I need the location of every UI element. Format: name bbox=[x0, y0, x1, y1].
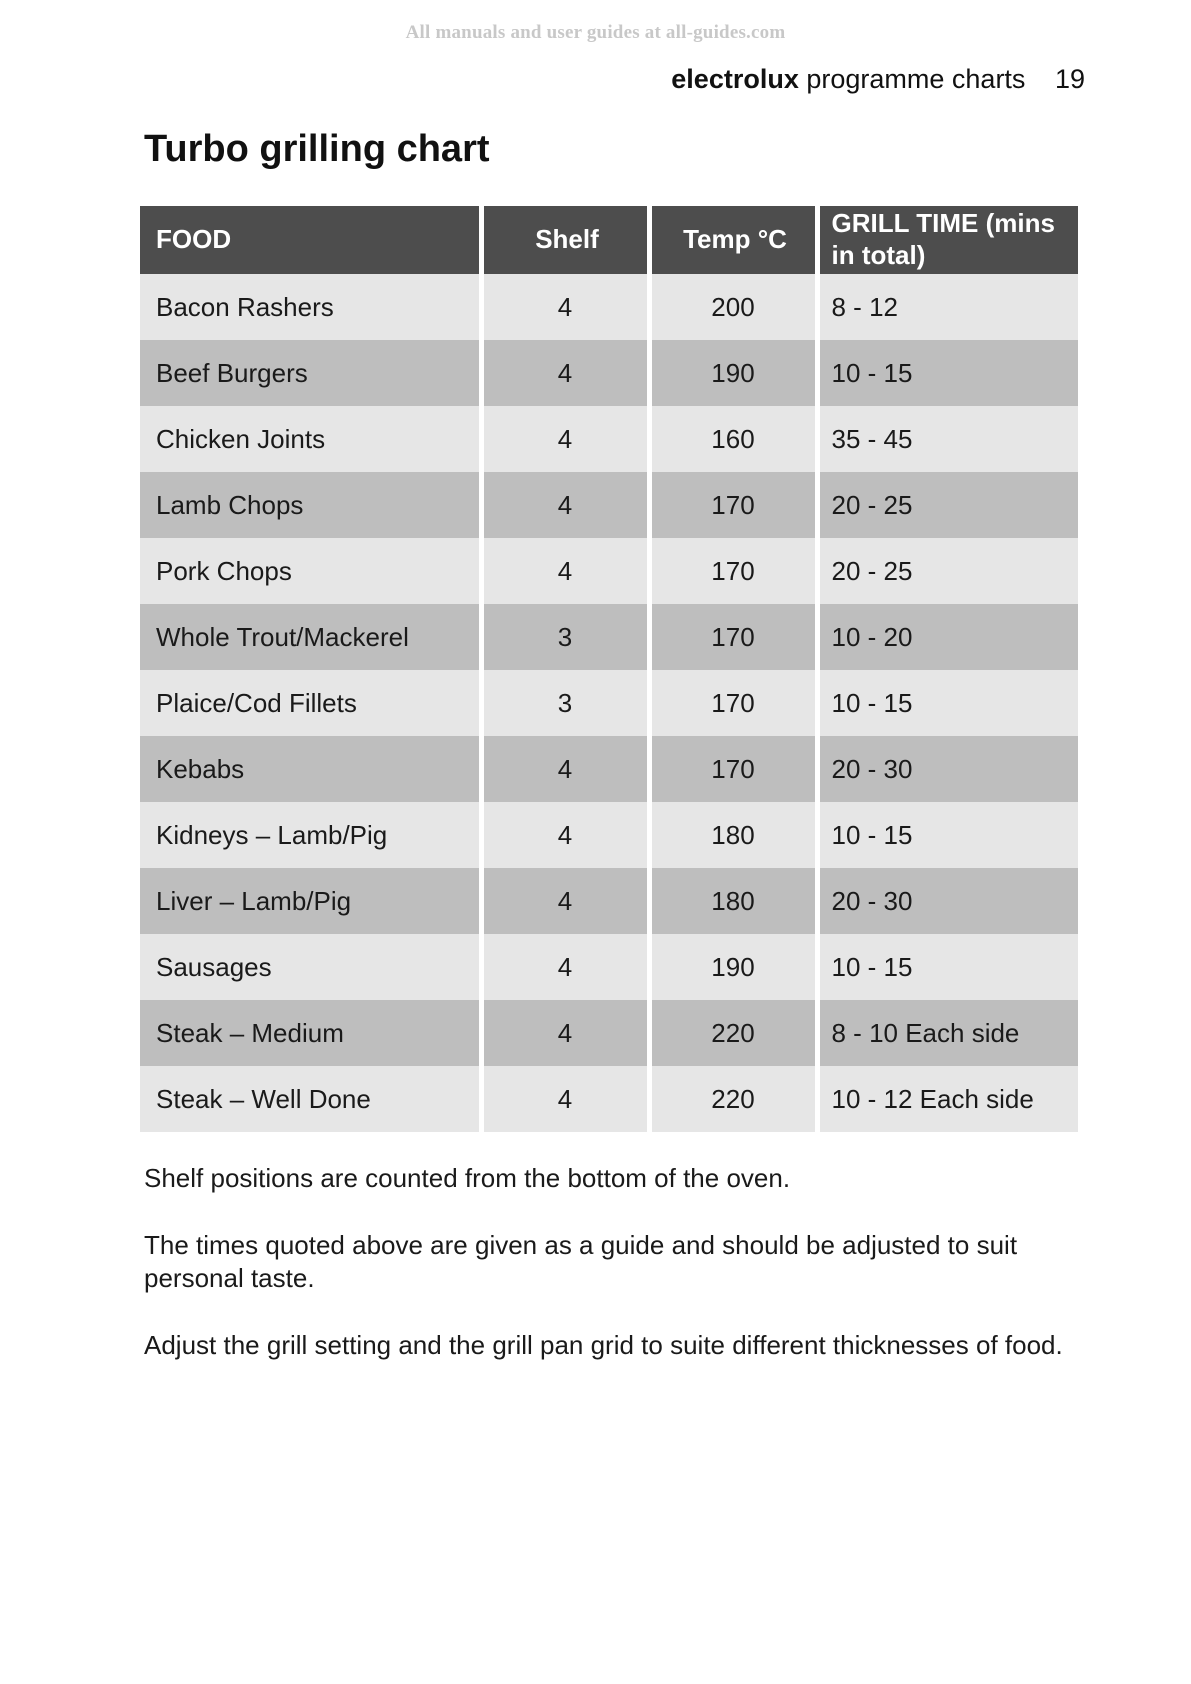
table-row bbox=[140, 406, 1078, 472]
grill-time-cell: 8 - 10 Each side bbox=[817, 1000, 1078, 1066]
temp-cell: 190 bbox=[649, 934, 817, 1000]
shelf-cell: 4 bbox=[481, 1000, 649, 1066]
temp-cell: 220 bbox=[649, 1000, 817, 1066]
temp-cell: 170 bbox=[649, 670, 817, 736]
food-cell: Chicken Joints bbox=[140, 406, 481, 472]
table-row bbox=[140, 472, 1078, 538]
table-row bbox=[140, 1066, 1078, 1132]
grill-time-cell: 10 - 15 bbox=[817, 802, 1078, 868]
food-cell: Bacon Rashers bbox=[140, 274, 481, 340]
grill-time-cell: 20 - 30 bbox=[817, 736, 1078, 802]
shelf-cell: 4 bbox=[481, 934, 649, 1000]
column-header-temp: Temp °C bbox=[649, 206, 817, 274]
table-row bbox=[140, 802, 1078, 868]
grill-time-cell: 20 - 30 bbox=[817, 868, 1078, 934]
table-row bbox=[140, 1000, 1078, 1066]
grill-time-cell: 10 - 15 bbox=[817, 670, 1078, 736]
grill-time-cell: 10 - 20 bbox=[817, 604, 1078, 670]
temp-cell: 170 bbox=[649, 736, 817, 802]
grill-time-cell: 10 - 12 Each side bbox=[817, 1066, 1078, 1132]
brand-name: electrolux bbox=[671, 64, 799, 94]
temp-cell: 170 bbox=[649, 538, 817, 604]
food-cell: Steak – Well Done bbox=[140, 1066, 481, 1132]
page-header bbox=[671, 64, 1085, 95]
shelf-cell: 4 bbox=[481, 472, 649, 538]
note-adjust-grill: Adjust the grill setting and the grill pan grid to suite different thicknesses of food. bbox=[144, 1330, 1063, 1360]
shelf-cell: 4 bbox=[481, 538, 649, 604]
table-row bbox=[140, 868, 1078, 934]
shelf-cell: 4 bbox=[481, 340, 649, 406]
table-row bbox=[140, 538, 1078, 604]
shelf-cell: 4 bbox=[481, 736, 649, 802]
temp-cell: 180 bbox=[649, 802, 817, 868]
food-cell: Pork Chops bbox=[140, 538, 481, 604]
food-cell: Steak – Medium bbox=[140, 1000, 481, 1066]
food-cell: Lamb Chops bbox=[140, 472, 481, 538]
food-cell: Kidneys – Lamb/Pig bbox=[140, 802, 481, 868]
shelf-cell: 4 bbox=[481, 1066, 649, 1132]
notes-section bbox=[144, 1162, 1084, 1396]
grilling-chart-table bbox=[140, 206, 1078, 1132]
shelf-cell: 4 bbox=[481, 868, 649, 934]
temp-cell: 170 bbox=[649, 604, 817, 670]
temp-cell: 180 bbox=[649, 868, 817, 934]
shelf-cell: 4 bbox=[481, 274, 649, 340]
grill-time-cell: 20 - 25 bbox=[817, 538, 1078, 604]
food-cell: Whole Trout/Mackerel bbox=[140, 604, 481, 670]
temp-cell: 190 bbox=[649, 340, 817, 406]
food-cell: Beef Burgers bbox=[140, 340, 481, 406]
page-number: 19 bbox=[1054, 64, 1085, 94]
section-title: programme charts bbox=[806, 64, 1026, 94]
note-shelf-positions: Shelf positions are counted from the bottom of the oven. bbox=[144, 1163, 791, 1193]
temp-cell: 170 bbox=[649, 472, 817, 538]
food-cell: Plaice/Cod Fillets bbox=[140, 670, 481, 736]
grill-time-cell: 10 - 15 bbox=[817, 340, 1078, 406]
grill-time-cell: 35 - 45 bbox=[817, 406, 1078, 472]
watermark: All manuals and user guides at all-guides.com bbox=[405, 22, 786, 43]
table-row bbox=[140, 604, 1078, 670]
temp-cell: 220 bbox=[649, 1066, 817, 1132]
food-cell: Sausages bbox=[140, 934, 481, 1000]
table-row bbox=[140, 274, 1078, 340]
shelf-cell: 4 bbox=[481, 406, 649, 472]
table-header-row bbox=[140, 206, 1078, 274]
grill-time-cell: 10 - 15 bbox=[817, 934, 1078, 1000]
table-row bbox=[140, 670, 1078, 736]
column-header-shelf: Shelf bbox=[481, 206, 649, 274]
shelf-cell: 3 bbox=[481, 670, 649, 736]
column-header-food: FOOD bbox=[140, 206, 481, 274]
table-row bbox=[140, 934, 1078, 1000]
grill-time-cell: 20 - 25 bbox=[817, 472, 1078, 538]
table-row bbox=[140, 340, 1078, 406]
food-cell: Liver – Lamb/Pig bbox=[140, 868, 481, 934]
food-cell: Kebabs bbox=[140, 736, 481, 802]
column-header-grill-time: GRILL TIME (mins in total) bbox=[817, 206, 1078, 274]
table-row bbox=[140, 736, 1078, 802]
page-title: Turbo grilling chart bbox=[144, 128, 490, 170]
shelf-cell: 4 bbox=[481, 802, 649, 868]
note-times-guide: The times quoted above are given as a guide and should be adjusted to suit personal taste. bbox=[144, 1230, 1018, 1293]
temp-cell: 200 bbox=[649, 274, 817, 340]
shelf-cell: 3 bbox=[481, 604, 649, 670]
grill-time-cell: 8 - 12 bbox=[817, 274, 1078, 340]
temp-cell: 160 bbox=[649, 406, 817, 472]
